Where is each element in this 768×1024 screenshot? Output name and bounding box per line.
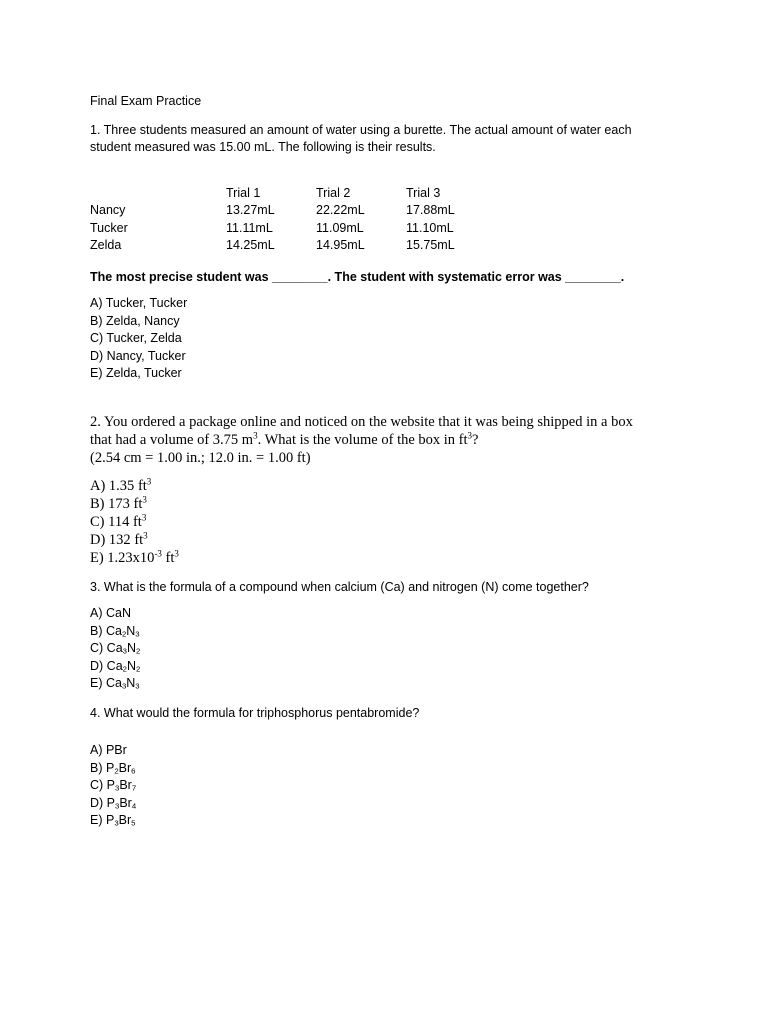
table-cell: Tucker <box>90 220 128 235</box>
answer-choice <box>90 777 690 795</box>
answer-choice <box>90 658 690 676</box>
table-row <box>90 202 690 220</box>
subscript: 7 <box>131 783 137 793</box>
answer-choice <box>90 640 690 658</box>
answer-choice-text: N <box>126 623 136 638</box>
answer-choice-text: B) P <box>90 760 115 775</box>
answer-choice-text: D) Ca <box>90 658 123 673</box>
subscript: 6 <box>131 766 136 776</box>
exponent: 3 <box>146 476 152 487</box>
subscript: 5 <box>131 818 136 828</box>
table-header-row <box>90 185 690 203</box>
answer-choice-value: C) 114 <box>90 513 130 530</box>
table-cell: Zelda <box>90 238 122 252</box>
answer-choice: D) Nancy, Tucker <box>90 348 186 363</box>
question-2-text-line1: 2. You ordered a package online and noticed on the website that it was being shipped in a box <box>90 413 633 430</box>
answer-choice <box>90 477 690 495</box>
results-table <box>90 185 690 255</box>
answer-choice: E) Zelda, Tucker <box>90 366 182 380</box>
subscript: 3 <box>135 629 140 639</box>
question-2-choices <box>90 477 690 567</box>
table-cell: 11.09mL <box>316 220 364 235</box>
page-title: Final Exam Practice <box>90 94 202 108</box>
table-cell: 13.27mL <box>226 203 275 217</box>
exponent: 3 <box>142 494 147 505</box>
subscript: 2 <box>122 664 127 674</box>
table-cell: Nancy <box>90 203 126 217</box>
answer-choice-text: C) P <box>90 778 115 792</box>
unit: ft <box>133 495 143 512</box>
answer-choice-text: Br <box>119 795 132 810</box>
question-1-prompt: The most precise student was ________. The student with systematic error was ________. <box>90 269 625 284</box>
answer-choice <box>90 605 690 623</box>
subscript: 2 <box>136 646 141 656</box>
question-1-choices <box>90 295 690 383</box>
subscript: 2 <box>114 766 119 776</box>
table-cell: 17.88mL <box>406 203 455 217</box>
subscript: 3 <box>114 818 119 828</box>
answer-choice-text: E) P <box>90 813 115 827</box>
answer-choice-value: D) 132 <box>90 531 131 548</box>
table-header-cell: Trial 1 <box>226 185 261 200</box>
table-header-cell <box>90 185 226 203</box>
answer-choice <box>90 812 690 830</box>
question-4-text: 4. What would the formula for triphosphorus pentabromide? <box>90 705 420 720</box>
answer-choice <box>90 795 690 813</box>
exponent: 3 <box>253 430 258 441</box>
document-page <box>90 93 690 830</box>
answer-choice <box>90 549 690 567</box>
answer-choice-text: N <box>126 676 136 690</box>
exponent: 3 <box>143 530 148 541</box>
question-2 <box>90 413 690 567</box>
answer-choice-text: N <box>126 641 136 655</box>
question-4 <box>90 705 690 830</box>
question-1-text-line1: 1. Three students measured an amount of water using a burette. The actual amount of water each <box>90 122 632 137</box>
question-1 <box>90 122 690 383</box>
table-cell: 14.95mL <box>316 238 365 252</box>
question-4-choices <box>90 742 690 830</box>
question-1-text-line2: student measured was 15.00 mL. The following is their results. <box>90 140 436 154</box>
answer-choice-text: B) Ca <box>90 623 122 638</box>
answer-choice-text: Br <box>118 813 132 827</box>
answer-choice-text: A) PBr <box>90 743 127 757</box>
answer-choice-value: E) 1.23x10 <box>90 549 155 566</box>
exponent: 3 <box>467 430 473 441</box>
subscript: 3 <box>121 681 127 691</box>
answer-choice <box>90 675 690 693</box>
unit: ft <box>134 531 144 548</box>
question-2-text: that had a volume of 3.75 m <box>90 431 254 448</box>
answer-choice-text: E) Ca <box>90 676 122 690</box>
answer-choice-value: B) 173 <box>90 495 130 512</box>
question-3-text: 3. What is the formula of a compound when calcium (Ca) and nitrogen (N) come together? <box>90 579 589 594</box>
answer-choice <box>90 742 690 760</box>
subscript: 3 <box>115 801 120 811</box>
question-3 <box>90 579 690 693</box>
table-cell: 11.11mL <box>226 220 273 235</box>
answer-choice-text: Br <box>118 760 132 775</box>
table-cell: 22.22mL <box>316 203 365 217</box>
exponent: 3 <box>141 512 147 523</box>
table-header-cell: Trial 3 <box>406 185 441 200</box>
question-2-text: ? <box>472 431 479 448</box>
subscript: 3 <box>115 783 120 793</box>
subscript: 4 <box>131 801 137 811</box>
subscript: 2 <box>136 664 141 674</box>
answer-choice <box>90 495 690 513</box>
unit: ft <box>165 549 175 566</box>
answer-choice-value: A) 1.35 <box>90 477 135 494</box>
answer-choice-text: A) CaN <box>90 606 131 620</box>
question-3-choices <box>90 605 690 693</box>
answer-choice: B) Zelda, Nancy <box>90 313 180 328</box>
exponent: -3 <box>154 548 162 559</box>
answer-choice-text: D) P <box>90 795 115 810</box>
unit: ft <box>137 477 147 494</box>
table-cell: 11.10mL <box>406 220 454 235</box>
subscript: 3 <box>135 681 140 691</box>
answer-choice-text: C) Ca <box>90 641 123 655</box>
subscript: 3 <box>122 646 127 656</box>
subscript: 2 <box>121 629 127 639</box>
answer-choice-text: N <box>126 658 136 673</box>
question-2-text-line2 <box>90 431 690 449</box>
unit: ft <box>132 513 142 530</box>
table-row <box>90 220 690 238</box>
table-cell: 15.75mL <box>406 238 455 252</box>
answer-choice-text: Br <box>119 778 132 792</box>
answer-choice: A) Tucker, Tucker <box>90 296 188 310</box>
answer-choice <box>90 760 690 778</box>
table-row <box>90 237 690 255</box>
answer-choice <box>90 623 690 641</box>
table-cell: 14.25mL <box>226 238 275 252</box>
answer-choice <box>90 531 690 549</box>
question-2-conversion: (2.54 cm = 1.00 in.; 12.0 in. = 1.00 ft) <box>90 449 311 466</box>
table-header-cell: Trial 2 <box>316 185 351 200</box>
answer-choice: C) Tucker, Zelda <box>90 331 182 345</box>
question-2-text: . What is the volume of the box in ft <box>257 431 468 448</box>
exponent: 3 <box>174 548 179 559</box>
answer-choice <box>90 513 690 531</box>
